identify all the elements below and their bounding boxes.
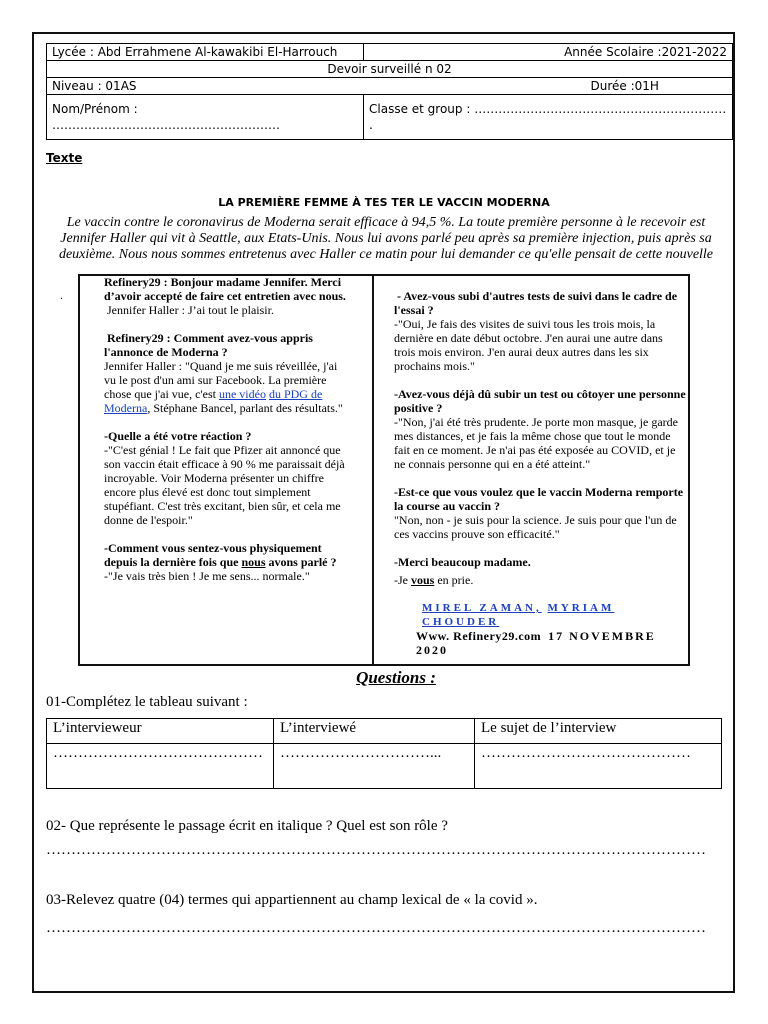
answer-8 [394, 573, 686, 587]
question-7: -Est-ce que vous voulez que le vaccin Moderna remporte la course au vaccin ? [394, 485, 684, 513]
answer-line-03[interactable]: …………………………………………………………………………………………………………………… [46, 920, 706, 936]
question-4-text: -Comment vous sentez-vous physiquement depuis la dernière fois que [104, 541, 322, 569]
question-03: 03-Relevez quatre (04) termes qui appartiennent au champ lexical de « la covid ». [46, 892, 538, 908]
answer-2-end: , Stéphane Bancel, parlant des résultats." [147, 401, 343, 415]
article-intro: Le vaccin contre le coronavirus de Moderna serait efficace à 94,5 %. La toute première personne à le recevoir est Jennifer Haller qui vit à Seattle, aux Etats-Unis. Nous lui avons parlé peu après sa première injection, puis après sa deuxième. Nous nous sommes entretenus avec Haller ce matin pour lui demander ce qu'elle pensait de cette nouvelle [58, 215, 714, 261]
question-3: -Quelle a été votre réaction ? [104, 429, 252, 443]
answer-2-text: Jennifer Haller : "Quand je me suis réveillée, j'ai vu le post d'un ami sur Facebook. La première chose que j'ai vue, c'est [104, 359, 338, 401]
answer-6: -"Non, j'ai été très prudente. Je porte mon masque, je garde mes distances, et je fais la même chose que tout le monde fait en ce moment. Je n'ai pas été exposée au COVID, et je ne connais personne qui en a été atteint." [394, 415, 678, 471]
answer-1 [104, 303, 348, 317]
answer-1-speaker: Jennifer Haller : [107, 303, 185, 317]
answer-8-text: -Je [394, 573, 411, 587]
stray-dot: . [60, 288, 63, 302]
video-link[interactable]: une vidéo [218, 387, 266, 401]
answer-4: -"Je vais très bien ! Je me sens... normale." [104, 569, 310, 583]
question-01: 01-Complétez le tableau suivant : [46, 694, 248, 710]
texte-label: Texte [46, 151, 83, 165]
questions-title: Questions : [356, 668, 436, 687]
question-4 [104, 541, 348, 569]
authors [394, 601, 686, 629]
header-interviewee: L’interviewé [274, 719, 475, 744]
answer-8-underlined: vous [411, 573, 435, 587]
interview-left-column [104, 275, 348, 583]
answer-5: -"Oui, Je fais des visites de suivi tous les trois mois, la dernière en date début octobre. J'en aurai une autre dans trois mois environ. J'en aurai deux autres dans les six prochains mois." [394, 317, 663, 373]
cell-subject[interactable]: …………………………………… [475, 744, 722, 789]
question-8: -Merci beaucoup madame. [394, 555, 531, 569]
header-interviewer: L’intervieweur [47, 719, 274, 744]
question-02: 02- Que représente le passage écrit en italique ? Quel est son rôle ? [46, 818, 448, 834]
school-year: Année Scolaire :2021-2022 [364, 44, 733, 61]
name-field[interactable]: Nom/Prénom : ………………………………………………… [47, 95, 364, 140]
cell-interviewer[interactable]: …………………………………… [47, 744, 274, 789]
answer-1-text: J’ai tout le plaisir. [184, 303, 274, 317]
author-2-link[interactable]: MYRIAM CHOUDER [422, 602, 615, 628]
question-5 [394, 289, 686, 317]
answer-8-end: en prie. [434, 573, 474, 587]
header-table [46, 43, 733, 140]
interview-right-column [394, 289, 686, 657]
level: Niveau : 01AS [47, 78, 364, 95]
question-5-text: - Avez-vous subi d'autres tests de suivi dans le cadre de l'essai ? [394, 289, 678, 317]
answer-2 [104, 359, 348, 415]
cell-interviewee[interactable]: …………………………... [274, 744, 475, 789]
interview-column-divider [372, 274, 374, 666]
class-field[interactable]: Classe et group : ……………………………………………………… . [364, 95, 733, 140]
question-2-text: Refinery29 : Comment avez-vous appris l'annonce de Moderna ? [104, 331, 313, 359]
article-title: LA PREMIÈRE FEMME À TES TER LE VACCIN MODERNA [218, 196, 550, 209]
duration: Durée :01H [364, 78, 733, 95]
author-1-link[interactable]: MIREL ZAMAN, [422, 602, 542, 614]
question-1: Refinery29 : Bonjour madame Jennifer. Merci d’avoir accepté de faire cet entretien avec nous. [104, 275, 346, 303]
exam-title: Devoir surveillé n 02 [47, 61, 733, 78]
school-name: Lycée : Abd Errahmene Al-kawakibi El-Harrouch [47, 44, 364, 61]
answer-table [46, 718, 722, 789]
publication-date: 17 NOVEMBRE 2020 [416, 629, 656, 657]
question-4-underlined: nous [241, 555, 266, 569]
source-line [394, 629, 686, 657]
answer-7: "Non, non - je suis pour la science. Je suis pour que l'un de ces vaccins prouve son efficacité." [394, 513, 677, 541]
question-4-end: avons parlé ? [265, 555, 337, 569]
ceo-link[interactable]: du PDG de Moderna [104, 387, 323, 415]
question-6: -Avez-vous déjà dû subir un test ou côtoyer une personne positive ? [394, 387, 686, 415]
answer-line-02[interactable]: …………………………………………………………………………………………………………………… [46, 842, 706, 858]
answer-3: -"C'est génial ! Le fait que Pfizer ait annoncé que son vaccin était efficace à 90 % me paraissait déjà incroyable. Voir Moderna présenter un chiffre encore plus élevé est donc tout simplement stupéfiant. C'est très excitant, bien sûr, et cela me donne de l'espoir." [104, 443, 345, 527]
source-site: Www. Refinery29.com [416, 629, 542, 643]
header-subject: Le sujet de l’interview [475, 719, 722, 744]
question-2 [104, 331, 348, 359]
